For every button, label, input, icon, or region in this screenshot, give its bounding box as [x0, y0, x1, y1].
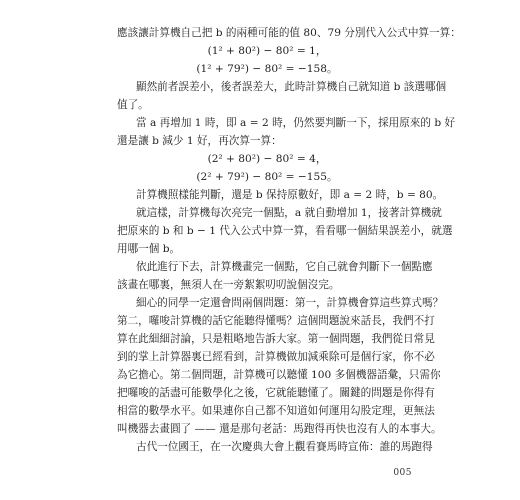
text-line: 算在此細細討論，只是粗略地告訴大家。第一個問題，我們從日常見 [117, 333, 435, 345]
text-line: 到的掌上計算器裏已經看到，計算機做加減乘除可是個行家，你不必 [117, 351, 435, 363]
text-line: 還是讓 b 減少 1 好，再次算一算： [117, 135, 282, 147]
text-line: 叫機器去畫圓了 —— 還是那句老話：馬跑得再快也沒有人的本事大。 [117, 423, 442, 435]
text-line: 就這樣，計算機每次亮完一個點，a 就自動增加 1，接著計算機就 [136, 207, 442, 219]
text-line: 相當的數學水平。如果連你自己都不知道如何運用勾股定理，更無法 [117, 405, 435, 417]
equation: (1² + 80²) − 80² = 1， [207, 45, 327, 57]
equation: (2² + 79²) − 80² = −155。 [196, 171, 338, 183]
text-line: 顯然前者誤差小，後者誤差大，此時計算機自己就知道 b 該選哪個 [136, 81, 447, 93]
text-line: 依此進行下去，計算機畫完一個點，它自己就會判斷下一個點應 [136, 261, 433, 273]
equation: (1² + 79²) − 80² = −158。 [196, 63, 338, 75]
text-line: 把囉唆的話盡可能數學化之後，它就能聽懂了。關鍵的問題是你得有 [117, 387, 435, 399]
text-line: 當 a 再增加 1 時，即 a = 2 時，仍然要判斷一下，採用原來的 b 好 [136, 117, 456, 129]
equation: (2² + 80²) − 80² = 4， [207, 153, 327, 165]
text-line: 古代一位國王，在一次慶典大會上觀看賽馬時宣佈：誰的馬跑得 [136, 441, 433, 453]
text-line: 計算機照樣能判斷，還是 b 保持原數好，即 a = 2 時，b = 80。 [136, 189, 444, 201]
text-line: 值了。 [117, 99, 149, 111]
text-line: 把原來的 b 和 b − 1 代入公式中算一算，看看哪一個結果誤差小，就選 [117, 225, 453, 237]
text-line: 該畫在哪裏，無須人在一旁絮絮叨叨說個沒完。 [117, 279, 340, 291]
page-number: 005 [393, 468, 412, 478]
text-line: 第二，囉唆計算機的話它能聽得懂嗎？這個問題說來話長，我們不打 [117, 315, 435, 327]
text-line: 應該讓計算機自己把 b 的兩種可能的值 80、79 分別代入公式中算一算： [117, 27, 461, 39]
text-line: 為它擔心。第二個問題，計算機可以聽懂 100 多個機器語彙，只需你 [117, 369, 441, 381]
text-line: 用哪一個 b。 [117, 243, 181, 255]
text-line: 細心的同學一定還會問兩個問題：第一，計算機會算這些算式嗎？ [136, 297, 444, 309]
